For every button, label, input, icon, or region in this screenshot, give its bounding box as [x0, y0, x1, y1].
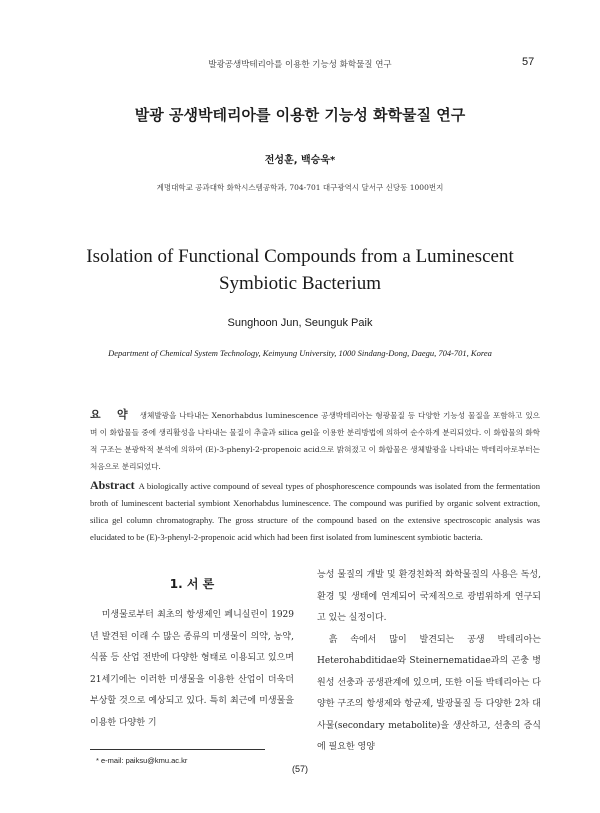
running-header: 발광공생박테리아를 이용한 기능성 화학물질 연구	[208, 60, 392, 70]
affiliation-korean: 계명대학교 공과대학 화학시스템공학과, 704-701 대구광역시 달서구 신당동 1000번지	[156, 183, 444, 192]
body-column-right	[317, 565, 541, 759]
title-korean: 발광 공생박테리아를 이용한 기능성 화학물질 연구	[134, 106, 466, 124]
authors-english: Sunghoon Jun, Seunguk Paik	[227, 317, 373, 329]
abstract-korean-text: 생체발광을 나타내는 Xenorhabdus luminescence 공생박테리아는 형광물질 등 다양한 기능성 물질을 포함하고 있으며 이 화합물들 중에 생리활성을 나타내는 물질이 추출과 silica gel을 이용한 분리방법에 의하여 순수하게 분리되었다. 이 화합물의 화학적 구조는 분광학적 분석에 의하여 (E)-3-phenyl-2-propenoic acid으로 밝혀졌고 이 화합물은 생체발광을 나타내는 박테리아로부터는 처음으로 분리되었다.	[90, 411, 540, 471]
authors-korean: 전성훈, 백승욱*	[264, 155, 336, 166]
abstract-english-label: Abstract	[90, 478, 135, 492]
footnote-email: * e-mail: paiksu@kmu.ac.kr	[96, 756, 188, 765]
abstract-korean	[90, 406, 540, 475]
body-column-left	[90, 605, 294, 734]
section-heading-introduction: 1. 서 론	[169, 577, 215, 591]
title-english: Isolation of Functional Compounds from a Luminescent Symbiotic Bacterium	[86, 246, 514, 294]
page-footer-number: (57)	[291, 764, 308, 774]
affiliation-english: Department of Chemical System Technology, Keimyung University, 1000 Sindang-Dong, Daegu, 704-701, Korea	[108, 348, 492, 358]
abstract-korean-label: 요 약	[90, 408, 134, 421]
body-paragraph: 흙 속에서 많이 발견되는 공생 박테리아는 Heterohabditidae와 Steinernematidae과의 곤충 병원성 선충과 공생관계에 있으며, 또한 이들 박테리아는 다양한 구조의 항생제와 항균제, 발광물질 등 다양한 2차 대사물(secondary metabolite)을 생산하고, 선충의 증식에 필요한 영양	[317, 634, 541, 752]
abstract-english	[90, 477, 540, 546]
body-paragraph: 미생물로부터 최초의 항생제인 페니실린이 1929년 발견된 이래 수 많은 종류의 미생물이 의약, 농약, 식품 등 산업 전반에 다양한 형태로 이용되고 있으며 21세기에는 이러한 미생물을 이용한 산업이 더욱더 부상할 것으로 예상되고 있다. 특히 최근에 미생물을 이용한 다양한 기	[90, 610, 294, 728]
abstract-english-text: A biologically active compound of seveal types of phosphorescence compounds was isolated from the fermentation broth of luminescent bacterial symbiont Xenorhabdus luminescence. The compound was purified by organic solvent extraction, silica gel column chromatography. The gross structure of the compound based on the extensive spectroscopic analysis was elucidated to be (E)-3-phenyl-2-propenoic acid which had been first isolated from luminescent symbiotic bacteria.	[90, 481, 540, 542]
footnote-divider	[90, 749, 265, 750]
body-paragraph: 능성 물질의 개발 및 환경친화적 화학물질의 사용은 독성, 환경 및 생태에 연계되어 국제적으로 광범위하게 연구되고 있는 실정이다.	[317, 570, 541, 623]
page-number: 57	[522, 56, 535, 68]
